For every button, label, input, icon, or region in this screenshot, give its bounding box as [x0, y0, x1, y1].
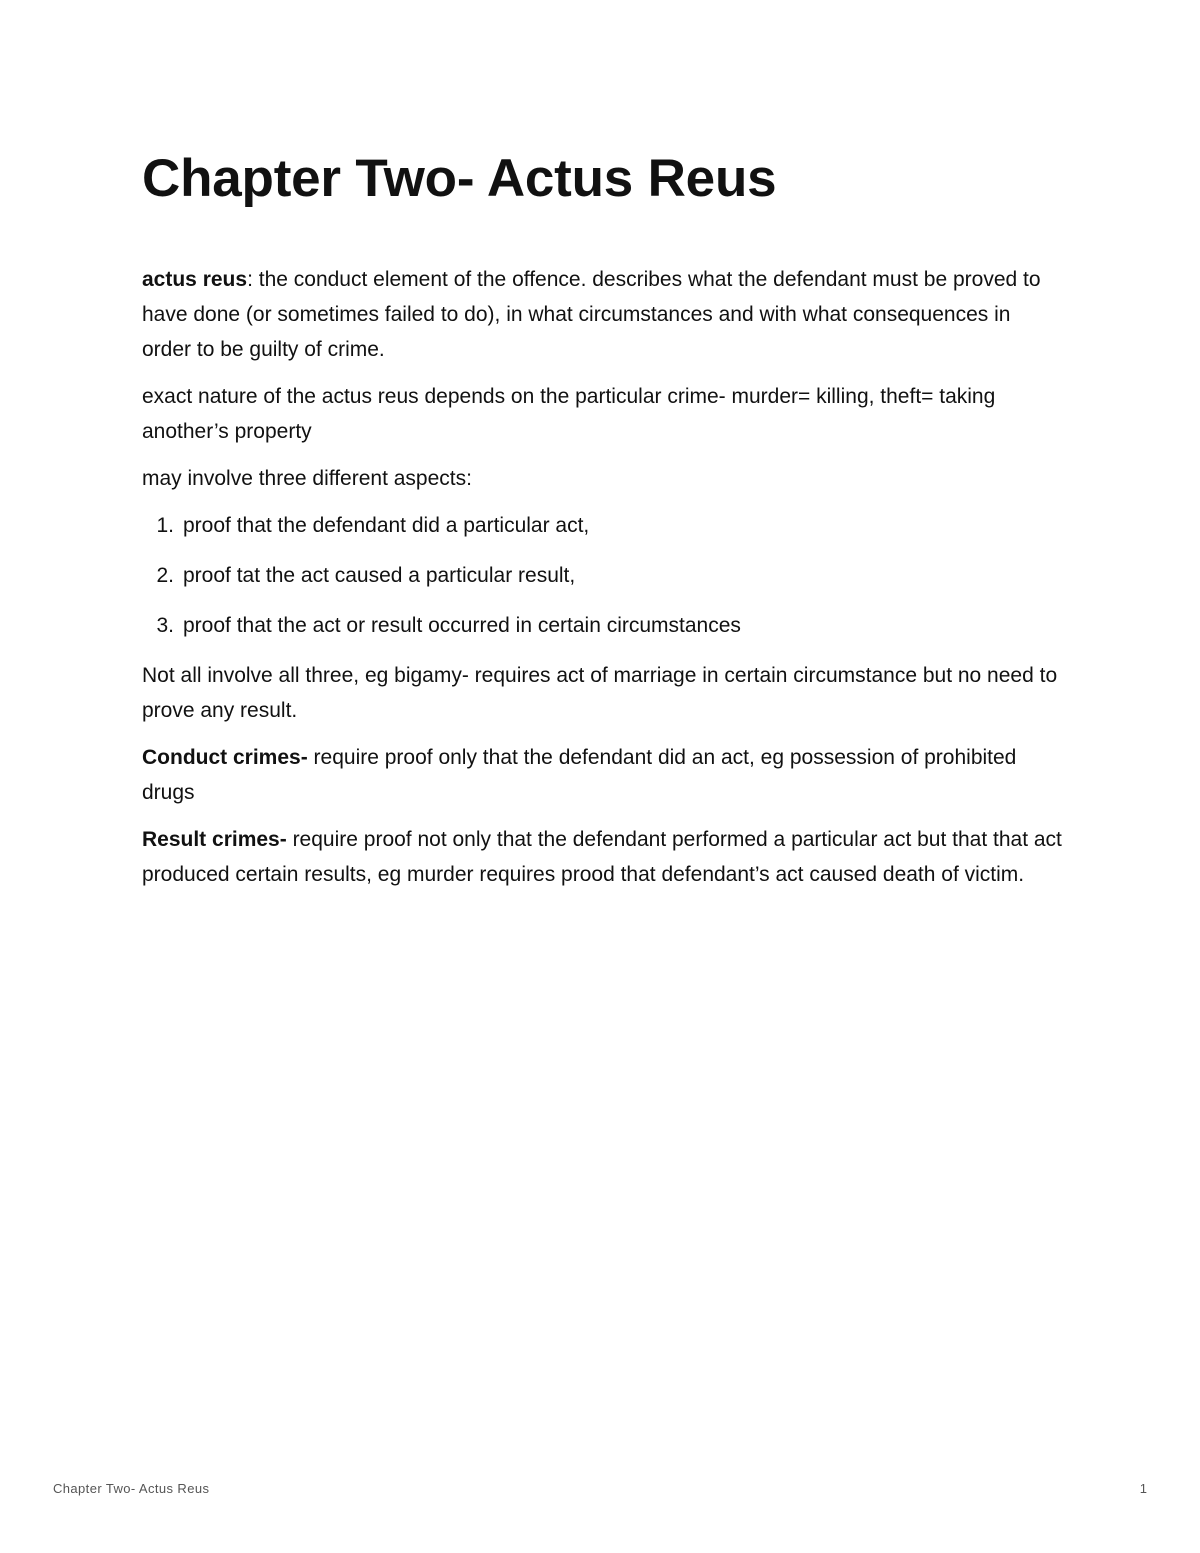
aspects-list — [142, 508, 1062, 643]
paragraph-not-all-three: Not all involve all three, eg bigamy- requires act of marriage in certain circumstance but no need to prove any result. — [142, 664, 1058, 722]
paragraph-three-aspects: may involve three different aspects: — [142, 467, 472, 490]
footer-title: Chapter Two- Actus Reus — [53, 1481, 210, 1496]
page-number: 1 — [1139, 1481, 1147, 1496]
paragraph-text: require proof not only that the defendant performed a particular act but that that act produced certain results, eg murder requires prood that defendant’s act caused death of victim. — [142, 828, 1062, 886]
paragraph-result-crimes — [142, 822, 1062, 892]
paragraph-conduct-crimes — [142, 740, 1062, 810]
list-item-text: proof tat the act caused a particular result, — [183, 564, 576, 587]
list-item-text: proof that the act or result occurred in certain circumstances — [183, 614, 741, 637]
list-item-number: 1. — [156, 514, 174, 537]
term-result-crimes: Result crimes- — [142, 828, 287, 851]
list-item-number: 2. — [156, 564, 174, 587]
list-item — [142, 558, 1062, 593]
paragraph-text: : the conduct element of the offence. describes what the defendant must be proved to have done (or sometimes failed to do), in what circumstances and with what consequences in order to be guilty of crime. — [142, 268, 1041, 361]
document-body — [142, 148, 1062, 904]
paragraph-actus-reus-definition — [142, 262, 1062, 367]
term-actus-reus: actus reus — [142, 268, 248, 291]
list-item — [142, 508, 1062, 543]
paragraph-exact-nature: exact nature of the actus reus depends on the particular crime- murder= killing, theft= taking another’s property — [142, 385, 996, 443]
paragraph-text: require proof only that the defendant did an act, eg possession of prohibited drugs — [142, 746, 1017, 804]
list-item-text: proof that the defendant did a particular act, — [183, 514, 590, 537]
list-item — [142, 608, 1062, 643]
list-item-number: 3. — [156, 614, 174, 637]
page-title: Chapter Two- Actus Reus — [142, 149, 777, 208]
term-conduct-crimes: Conduct crimes- — [142, 746, 308, 769]
